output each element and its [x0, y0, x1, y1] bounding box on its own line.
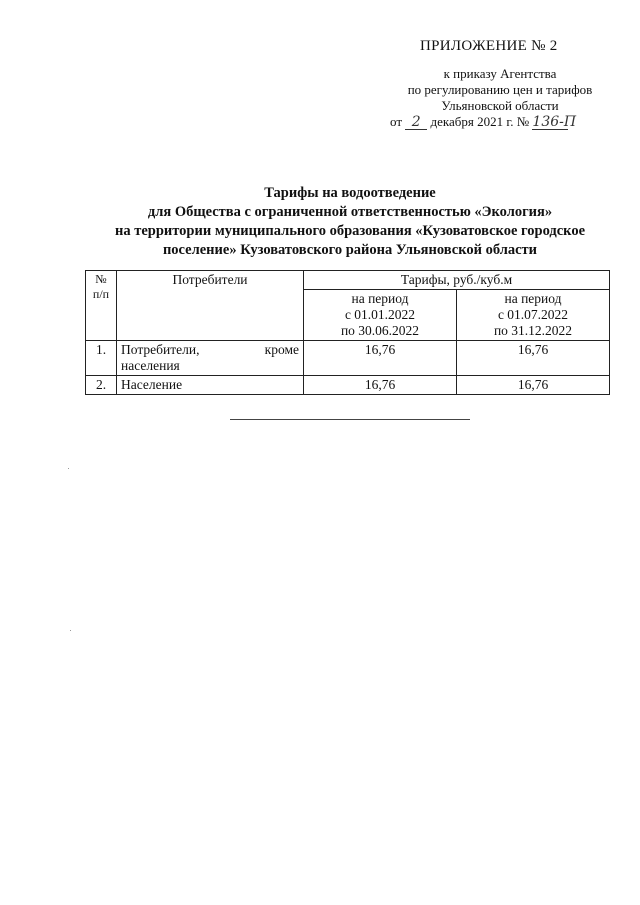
row-num: 2. — [86, 376, 117, 395]
scan-speck — [68, 468, 69, 469]
table-header-row — [86, 271, 610, 290]
document-title — [70, 184, 630, 260]
header-tariffs-cell: Тарифы, руб./куб.м — [304, 271, 610, 290]
header-num-line-1: № — [95, 272, 107, 286]
period-1-line-1: на период — [351, 291, 409, 306]
period-2-line-2: с 01.07.2022 — [497, 307, 569, 322]
row-tariff-period-2: 16,76 — [457, 341, 610, 376]
appendix-title: ПРИЛОЖЕНИЕ № 2 — [420, 38, 558, 54]
order-number-handwritten: 136-П — [532, 114, 577, 130]
header-period-1-cell — [304, 290, 457, 341]
row-consumer — [117, 341, 304, 376]
title-line-2: для Общества с ограниченной ответственностью «Экология» — [147, 204, 553, 220]
row-consumer: Население — [117, 376, 304, 395]
scan-speck — [70, 630, 71, 631]
appendix-line-2: по регулированию цен и тарифов — [407, 82, 593, 97]
row-consumer-part-3: населения — [121, 358, 180, 373]
table-row — [86, 376, 610, 395]
tariffs-table — [85, 270, 610, 395]
title-line-1: Тарифы на водоотведение — [264, 185, 436, 201]
title-line-3: на территории муниципального образования «Кузоватовское городское — [114, 223, 586, 239]
order-day-handwritten: 2 — [405, 116, 427, 130]
appendix-line-3: Ульяновской области — [441, 98, 559, 113]
row-num: 1. — [86, 341, 117, 376]
header-consumers-cell: Потребители — [117, 271, 304, 341]
order-prefix: от — [390, 114, 403, 129]
closing-rule — [230, 419, 470, 420]
table-row — [86, 341, 610, 376]
order-month-year: декабря 2021 г. № — [430, 114, 530, 129]
header-num-line-2: п/п — [92, 287, 110, 301]
appendix-header — [380, 38, 620, 130]
order-reference — [390, 114, 620, 130]
row-consumer-part-1: Потребители, — [121, 342, 200, 357]
period-1-line-3: по 30.06.2022 — [340, 323, 420, 338]
title-line-4: поселение» Кузоватовского района Ульяновской области — [162, 242, 538, 258]
row-tariff-period-2: 16,76 — [457, 376, 610, 395]
row-consumer-part-2: кроме — [264, 342, 299, 357]
header-period-2-cell — [457, 290, 610, 341]
period-2-line-3: по 31.12.2022 — [493, 323, 573, 338]
appendix-line-1: к приказу Агентства — [443, 66, 557, 81]
row-tariff-period-1: 16,76 — [304, 376, 457, 395]
period-2-line-1: на период — [504, 291, 562, 306]
row-tariff-period-1: 16,76 — [304, 341, 457, 376]
period-1-line-2: с 01.01.2022 — [344, 307, 416, 322]
header-num-cell — [86, 271, 117, 341]
